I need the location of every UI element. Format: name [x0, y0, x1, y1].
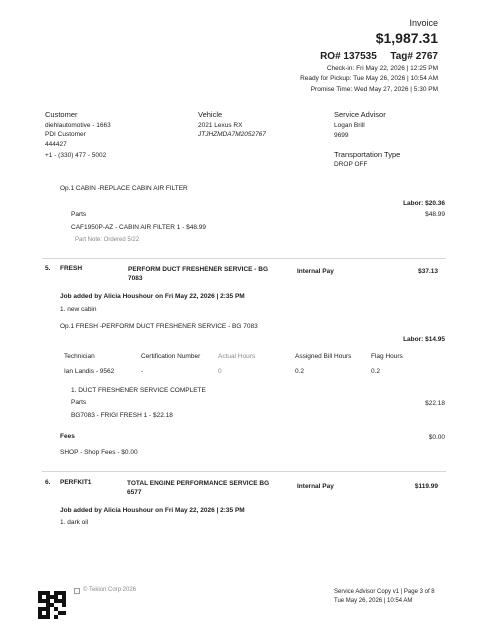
- job5-pay-type: Internal Pay: [297, 268, 334, 275]
- job6-code: PERFKIT1: [60, 479, 92, 486]
- op-cabin-title: Op.1 CABIN -REPLACE CABIN AIR FILTER: [60, 185, 188, 192]
- advisor-heading: Service Advisor: [334, 110, 386, 119]
- table-cell-assigned-hours: 0.2: [295, 368, 305, 375]
- table-cell-technician: Ian Landis - 9562: [64, 368, 115, 375]
- job5-fees-amount: $0.00: [428, 434, 445, 441]
- footer-printed-time: Tue May 26, 2026 | 10:54 AM: [334, 598, 413, 604]
- job5-description: PERFORM DUCT FRESHENER SERVICE - BG 7083: [128, 266, 269, 282]
- transport-heading: Transportation Type: [334, 150, 401, 159]
- footer-copyright: © Tekion Corp 2026: [83, 587, 137, 593]
- tag-number: 2767: [415, 51, 438, 62]
- table-cell-flag-hours: 0.2: [371, 368, 381, 375]
- job6-description: TOTAL ENGINE PERFORMANCE SERVICE BG 6577: [127, 480, 270, 496]
- customer-id: 444427: [45, 141, 67, 148]
- tag-label: Tag#: [390, 51, 413, 62]
- job5-labor: Labor: $14.95: [403, 336, 445, 343]
- job6-note: 1. dark oil: [60, 519, 89, 526]
- job5-added-by: Job added by Alicia Houshour on Fri May 22, 2026 | 2:35 PM: [60, 293, 245, 300]
- invoice-title: Invoice: [409, 18, 438, 28]
- transport-value: DROP OFF: [334, 161, 368, 168]
- job6-added-by: Job added by Alicia Houshour on Fri May 22, 2026 | 2:35 PM: [60, 507, 245, 514]
- advisor-id: 9699: [334, 132, 349, 139]
- job5-amount: $37.13: [418, 268, 438, 275]
- op-cabin-parts-amount: $48.99: [425, 211, 445, 218]
- table-header-assigned-hours: Assigned Bill Hours: [295, 353, 352, 360]
- job6-number: 6.: [45, 479, 51, 486]
- ro-tag-line: [320, 51, 438, 62]
- divider: [42, 471, 446, 472]
- ro-number: 137535: [343, 51, 377, 62]
- job6-amount: $119.99: [414, 483, 438, 490]
- job5-fee-line: SHOP - Shop Fees - $0.00: [60, 449, 138, 456]
- customer-phone: +1 - (330) 477 - 5002: [45, 152, 107, 159]
- customer-name: diehlautomotive - 1663: [45, 122, 111, 129]
- ro-label: RO#: [320, 51, 341, 62]
- checkin-time: Check-in: Fri May 22, 2026 | 12:25 PM: [326, 65, 438, 72]
- job5-code: FRESH: [60, 265, 83, 272]
- promise-time: Promise Time: Wed May 27, 2026 | 5:30 PM: [310, 86, 438, 93]
- job5-parts-amount: $22.18: [425, 400, 445, 407]
- divider: [42, 258, 446, 259]
- customer-heading: Customer: [45, 110, 78, 119]
- job5-part-line: BG7083 - FRIGI FRESH 1 - $22.18: [71, 412, 173, 419]
- job5-parts-heading: Parts: [71, 399, 87, 406]
- job5-complete-note: 1. DUCT FRESHENER SERVICE COMPLETE: [71, 387, 206, 394]
- job5-note: 1. new cabin: [60, 306, 97, 313]
- table-header-certification: Certification Number: [141, 353, 201, 360]
- op-cabin-parts-heading: Parts: [71, 211, 87, 218]
- footer-copy-page: Service Advisor Copy v1 | Page 3 of 8: [334, 589, 435, 595]
- job5-number: 5.: [45, 265, 51, 272]
- qr-code-icon: [38, 591, 66, 619]
- vehicle-model: 2021 Lexus RX: [198, 122, 243, 129]
- table-header-actual-hours: Actual Hours: [218, 353, 256, 360]
- vehicle-vin: JTJHZMDA7M2052767: [198, 131, 266, 138]
- table-cell-actual-hours: 0: [218, 368, 222, 375]
- table-header-technician: Technician: [64, 353, 95, 360]
- table-cell-certification: -: [141, 368, 144, 375]
- job5-op-title: Op.1 FRESH -PERFORM DUCT FRESHENER SERVICE - BG 7083: [60, 323, 258, 330]
- op-cabin-part-note: Part Note: Ordered 5/22: [75, 237, 140, 243]
- ready-time: Ready for Pickup: Tue May 26, 2026 | 10:54 AM: [300, 75, 438, 82]
- op-cabin-labor: Labor: $20.36: [403, 200, 445, 207]
- op-cabin-part-line: CAF1950P-AZ - CABIN AIR FILTER 1 - $48.99: [71, 224, 206, 231]
- invoice-total: $1,987.31: [375, 30, 438, 46]
- job5-fees-heading: Fees: [60, 433, 75, 440]
- advisor-name: Logan Brill: [334, 122, 365, 129]
- customer-type: PDI Customer: [45, 131, 86, 138]
- table-header-flag-hours: Flag Hours: [371, 353, 403, 360]
- checkbox-icon: [74, 588, 80, 594]
- vehicle-heading: Vehicle: [198, 110, 223, 119]
- job6-pay-type: Internal Pay: [297, 483, 334, 490]
